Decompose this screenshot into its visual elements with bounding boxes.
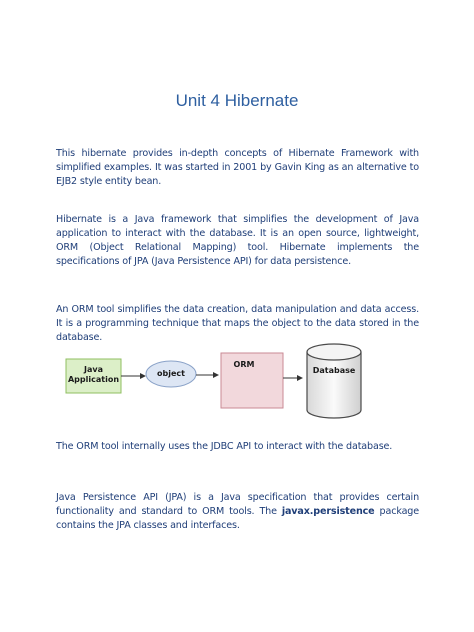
paragraph-jpa [56,491,419,533]
paragraph-jpa-text-1: Java Persistence API (JPA) is a Java specification that provides certain functionality and standard to ORM tools. The [56,492,419,517]
orm-label: ORM [233,360,255,369]
object-label: object [157,369,185,378]
java-application-label-line2: Application [67,375,120,384]
database-label: Database [312,366,356,375]
database-cylinder-top [307,344,361,360]
java-application-label [66,365,121,385]
paragraph-orm-tool: An ORM tool simplifies the data creation, data manipulation and data access. It is a programming technique that maps the object to the data stored in the database. [56,304,419,343]
paragraph-hibernate-definition: Hibernate is a Java framework that simplifies the development of Java application to interact with the database. It is an open source, lightweight, ORM (Object Relational Mapping) tool. Hibernate implements the specifications of JPA (Java Persistence API) for data persistence. [56,214,419,267]
java-application-label-line1: Java [84,365,103,374]
paragraph-intro: This hibernate provides in-depth concepts of Hibernate Framework with simplified examples. It was started in 2001 by Gavin King as an alternative to EJB2 style entity bean. [56,148,419,187]
database-cylinder [307,352,361,418]
paragraph-jpa-text-2: package contains the JPA classes and interfaces. [56,506,419,531]
page-title: Unit 4 Hibernate [175,91,299,110]
javax-persistence-keyword: javax.persistence [281,506,375,517]
paragraph-jdbc: The ORM tool internally uses the JDBC API to interact with the database. [56,441,393,452]
